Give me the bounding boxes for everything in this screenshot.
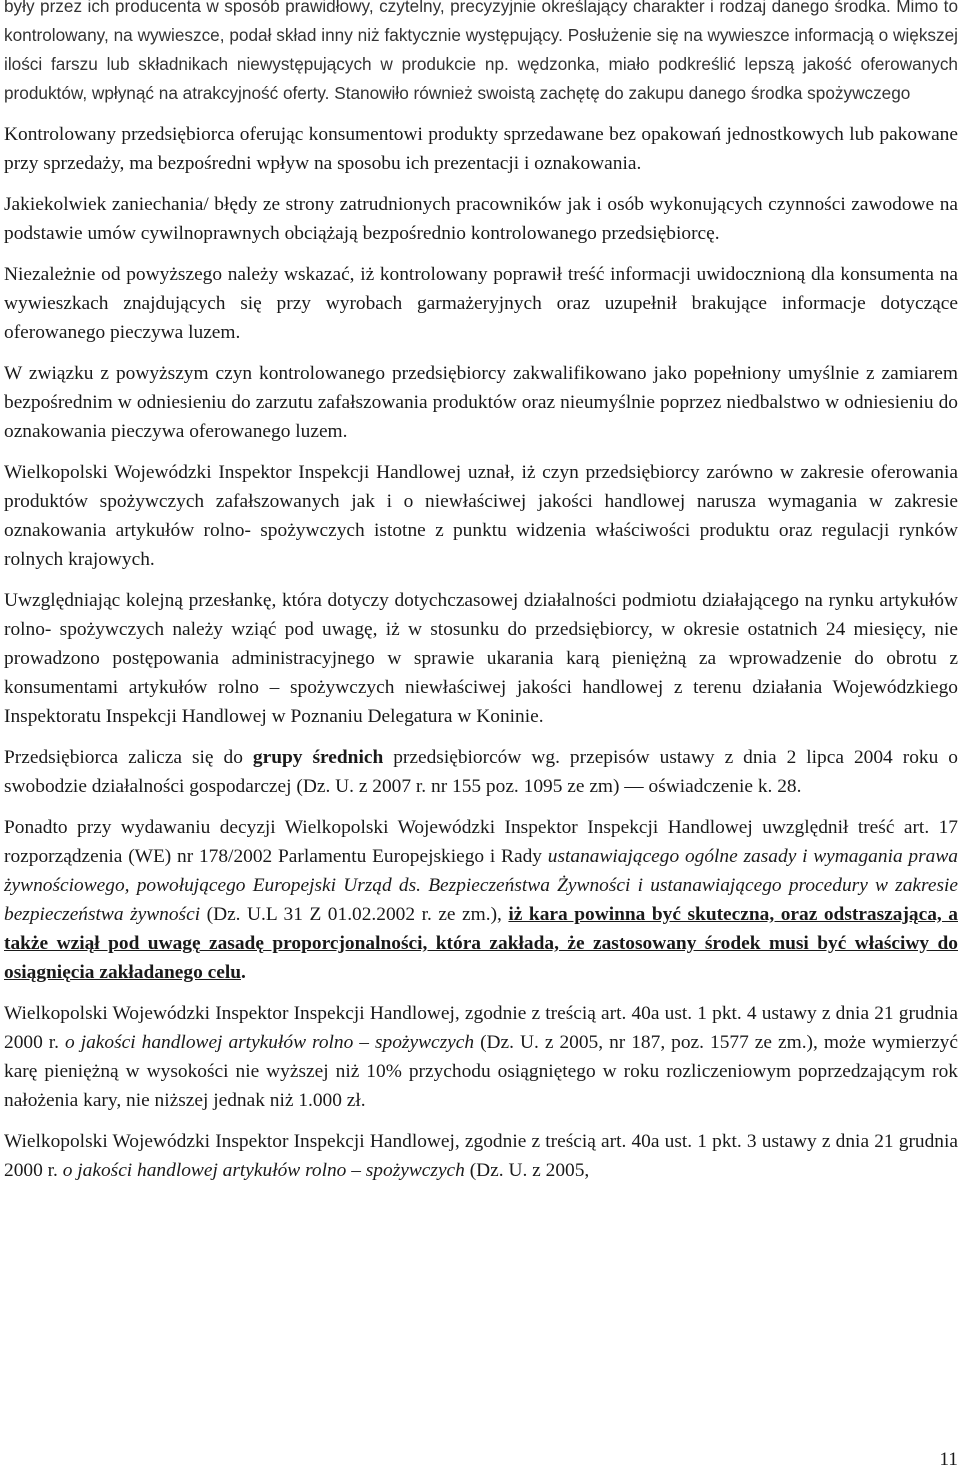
paragraph-penalty-pkt4 xyxy=(4,999,958,1115)
text-run: (Dz. U. z 2005, xyxy=(464,1160,590,1181)
text-run: . xyxy=(241,962,246,983)
text-run: Wielkopolski Wojewódzki Inspektor Inspekcji Handlowej, zgodnie z treścią art. 40a ust. 1 pkt. 4 ustawy z dnia 21 grudnia 2000 r. xyxy=(4,1003,958,1053)
text-run: Wielkopolski Wojewódzki Inspektor Inspekcji Handlowej, zgodnie z treścią art. 40a ust. 1 pkt. 3 ustawy z dnia 21 grudnia 2000 r. xyxy=(4,1131,958,1181)
paragraph-inspector-finding: Wielkopolski Wojewódzki Inspektor Inspekcji Handlowej uznał, iż czyn przedsiębiorcy zarówno w zakresie oferowania produktów spożywczych zafałszowanych jak i o niewłaściwej jakości handlowej narusza wymagania w zakresie oznakowania artykułów rolno- spożywczych istotne z punktu widzenia właściwości produktu oraz regulacji rynków rolnych krajowych. xyxy=(4,462,958,570)
paragraph-employee-errors: Jakiekolwiek zaniechania/ błędy ze strony zatrudnionych pracowników jak i osób wykonujących czynności zawodowe na podstawie umów cywilnoprawnych obciążają bezpośrednio kontrolowanego przedsiębiorcę. xyxy=(4,194,958,244)
paragraph-unpackaged-products: Kontrolowany przedsiębiorca oferując konsumentowi produkty sprzedawane bez opakowań jednostkowych lub pakowane przy sprzedaży, ma bezpośredni wpływ na sposobu ich prezentacji i oznakowania. xyxy=(4,124,958,174)
text-run: przedsiębiorców wg. przepisów ustawy z dnia 2 lipca 2004 roku o swobodzie działalności gospodarczej (Dz. U. z 2007 r. nr 155 poz. 1095 ze zm) — oświadczenie k. 28. xyxy=(4,747,958,797)
text-run: były przez ich producenta w sposób prawidłowy, czytelny, precyzyjnie określający charakter i rodzaj danego środka. Mimo to kontrolowany, na wywieszce, podał skład inny niż faktycznie występujący. Posłużenie się na wywieszce informacją o większej ilości farszu lub składnikach niewystępujących w produkcie np. wędzonka, miało podkreślić lepszą jakość oferowanych produktów, wpłynąć na atrakcyjność oferty. xyxy=(4,0,958,103)
page-number: 11 xyxy=(939,1449,958,1470)
paragraph-penalty-pkt3 xyxy=(4,1127,958,1185)
text-run: (Dz. U.L 31 Z 01.02.2002 r. ze zm.), xyxy=(200,904,509,925)
bold-text: grupy średnich xyxy=(252,747,384,768)
paragraph-eu-regulation xyxy=(4,813,958,987)
paragraph-product-description xyxy=(4,0,958,108)
italic-text: o jakości handlowej artykułów rolno – spożywczych xyxy=(65,1032,475,1053)
paragraph-previous-activity: Uwzględniając kolejną przesłankę, która dotyczy dotychczasowej działalności podmiotu działającego na rynku artykułów rolno- spożywczych należy wziąć pod uwagę, iż w stosunku do przedsiębiorcy, w okresie ostatnich 24 miesięcy, nie prowadzono postępowania administracyjnego w sprawie ukarania karą pieniężną za wprowadzenie do obrotu z konsumentami artykułów rolno – spożywczych niewłaściwej jakości handlowej z terenu działania Wojewódzkiego Inspektoratu Inspekcji Handlowej w Poznaniu Delegatura w Koninie. xyxy=(4,590,958,727)
document-page xyxy=(4,0,958,1185)
text-run: Stanowiło również swoistą zachętę do zakupu danego środka spożywczego xyxy=(334,83,911,103)
text-run: Przedsiębiorca zalicza się do xyxy=(4,747,253,768)
paragraph-company-size xyxy=(4,743,958,801)
text-run: (Dz. U. z 2005, nr 187, poz. 1577 ze zm.), może wymierzyć karę pieniężną w wysokości nie wyższej niż 10% przychodu osiągniętego w roku rozliczeniowym poprzedzającym rok nałożenia kary, nie niższej jednak niż 1.000 zł. xyxy=(4,1032,958,1111)
paragraph-corrected-information: Niezależnie od powyższego należy wskazać, iż kontrolowany poprawił treść informacji uwidocznioną dla konsumenta na wywieszkach znajdujących się przy wyrobach garmażeryjnych oraz uzupełnił brakujące informacje dotyczące oferowanego pieczywa luzem. xyxy=(4,264,958,343)
bold-underlined-text: iż kara powinna być skuteczna, oraz odstraszająca, a także wziął pod uwagę zasadę proporcjonalności, która zakłada, że zastosowany środek musi być właściwy do osiągnięcia zakładanego celu xyxy=(4,904,958,983)
text-run: Ponadto przy wydawaniu decyzji Wielkopolski Wojewódzki Inspektor Inspekcji Handlowej uwzględnił treść art. 17 rozporządzenia (WE) nr 178/2002 Parlamentu Europejskiego i Rady xyxy=(4,817,958,867)
italic-text: ustanawiającego ogólne zasady i wymagania prawa żywnościowego, powołującego Europejski Urząd ds. Bezpieczeństwa Żywności i ustanawiającego procedury w zakresie bezpieczeństwa żywności xyxy=(4,846,958,925)
italic-text: o jakości handlowej artykułów rolno – spożywczych xyxy=(62,1160,465,1181)
paragraph-qualification: W związku z powyższym czyn kontrolowanego przedsiębiorcy zakwalifikowano jako popełniony umyślnie z zamiarem bezpośrednim w odniesieniu do zarzutu zafałszowania produktów oraz nieumyślnie poprzez niedbalstwo w odniesieniu do oznakowania pieczywa oferowanego luzem. xyxy=(4,363,958,442)
